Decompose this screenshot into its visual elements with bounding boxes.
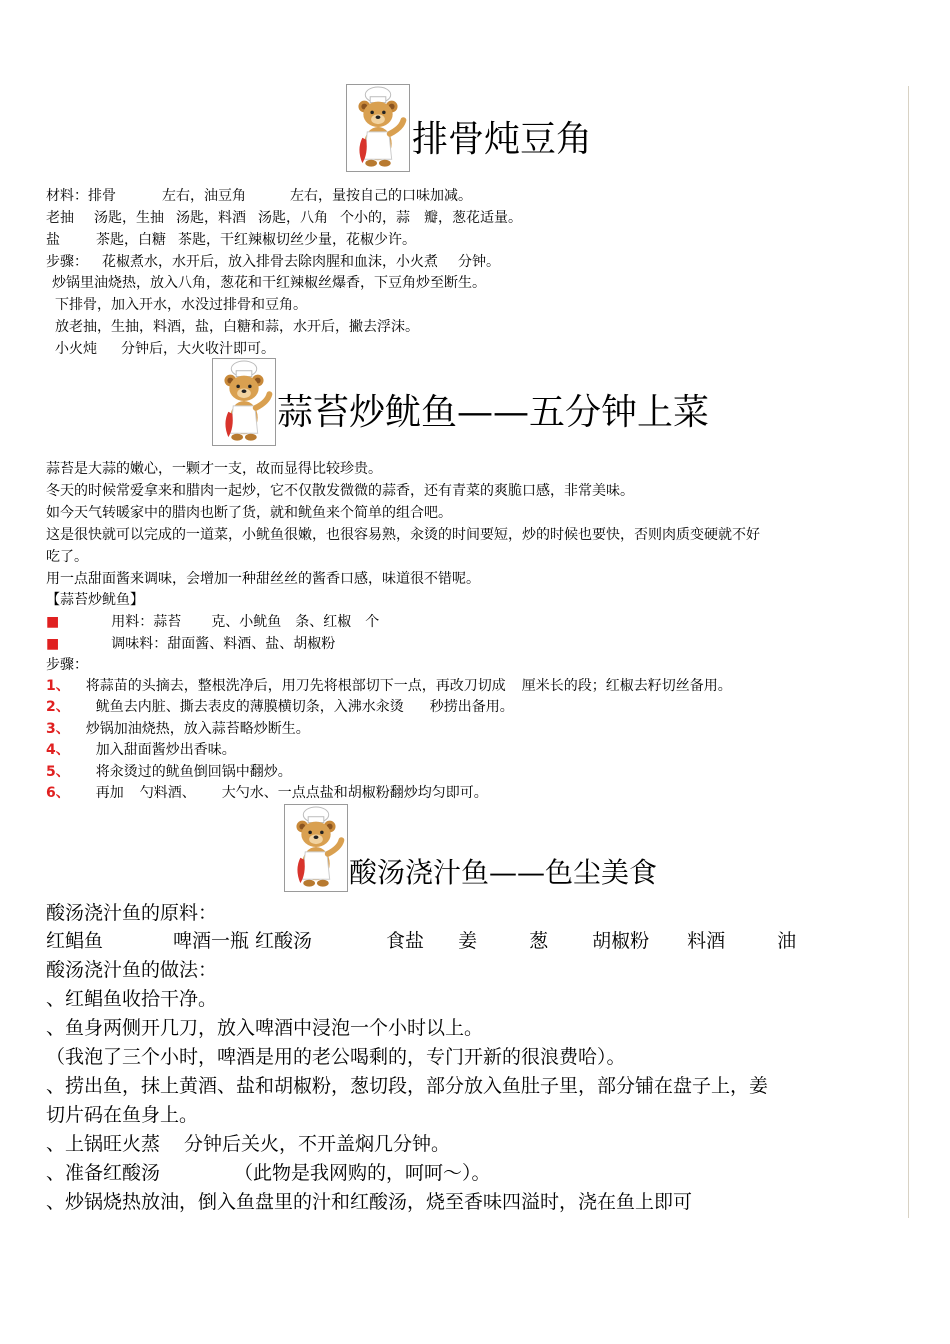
section2-intro-line: 如今天气转暖家中的腊肉也断了货，就和鱿鱼来个简单的组合吧。	[46, 505, 452, 521]
section3-ingredients-list: 红鲳鱼 啤酒一瓶 红酸汤 食盐 姜 葱 胡椒粉 料酒 油	[46, 930, 797, 952]
section1-line: 炒锅里油烧热，放入八角，葱花和干红辣椒丝爆香，下豆角炒至断生。	[52, 275, 486, 291]
step-number: 2、	[46, 699, 70, 715]
page-margin-rule	[908, 86, 909, 1218]
section1-line: 放老抽，生抽，料酒，盐，白糖和蒜，水开后，撇去浮沫。	[55, 319, 419, 335]
section1-line: 材料：排骨 左右，油豆角 左右，量按自己的口味加减。	[46, 188, 472, 204]
section1-line: 步骤： 花椒煮水，水开后，放入排骨去除肉腥和血沫，小火煮 分钟。	[46, 254, 500, 270]
section2-intro-line: 用一点甜面酱来调味，会增加一种甜丝丝的酱香口感，味道很不错呢。	[46, 571, 480, 587]
seasoning-line: ■ 调味料：甜面酱、料酒、盐、胡椒粉	[46, 636, 336, 652]
section3-ingredients-label: 酸汤浇汁鱼的原料：	[46, 902, 218, 924]
step-item: 1、 将蒜苗的头摘去，整根洗净后，用刀先将根部切下一点，再改刀切成 厘米长的段；红椒去籽切丝备用。	[46, 678, 732, 694]
section3-step: 、准备红酸汤 （此物是我网购的，呵呵～）。	[46, 1162, 491, 1184]
section3-method-label: 酸汤浇汁鱼的做法：	[46, 959, 218, 981]
section2-intro-line: 蒜苔是大蒜的嫩心，一颗才一支，故而显得比较珍贵。	[46, 461, 382, 477]
step-number: 6、	[46, 785, 70, 801]
step-item: 5、 将汆烫过的鱿鱼倒回锅中翻炒。	[46, 764, 292, 780]
section2-intro-line: 冬天的时候常爱拿来和腊肉一起炒，它不仅散发微微的蒜香，还有青菜的爽脆口感，非常美味。	[46, 483, 634, 499]
step-number: 3、	[46, 721, 70, 737]
recipe-label: 【蒜苔炒鱿鱼】	[46, 592, 144, 608]
section3-step: （我泡了三个小时，啤酒是用的老公喝剩的，专门开新的很浪费哈）。	[46, 1046, 626, 1068]
section3-step: 、上锅旺火蒸 分钟后关火，不开盖焖几分钟。	[46, 1133, 451, 1155]
bullet-icon: ■	[46, 636, 60, 652]
chef-bear-icon	[284, 804, 348, 892]
chef-bear-icon	[212, 358, 276, 446]
step-number: 5、	[46, 764, 70, 780]
bullet-icon: ■	[46, 614, 60, 630]
step-item: 4、 加入甜面酱炒出香味。	[46, 742, 236, 758]
section1-line: 下排骨，加入开水，水没过排骨和豆角。	[55, 297, 307, 313]
section2-intro-line: 吃了。	[46, 549, 88, 565]
step-number: 4、	[46, 742, 70, 758]
section1-title: 排骨炖豆角	[412, 119, 593, 160]
step-number: 1、	[46, 678, 70, 694]
section2-intro-line: 这是很快就可以完成的一道菜，小鱿鱼很嫩，也很容易熟，汆烫的时间要短，炒的时候也要快，否则肉质变硬就不好	[46, 527, 760, 543]
step-item: 6、 再加 勺料酒、 大勺水、一点点盐和胡椒粉翻炒均匀即可。	[46, 785, 488, 801]
section3-step: 切片码在鱼身上。	[46, 1104, 199, 1126]
section3-step: 、鱼身两侧开几刀，放入啤酒中浸泡一个小时以上。	[46, 1017, 484, 1039]
step-item: 2、 鱿鱼去内脏、撕去表皮的薄膜横切条，入沸水汆烫 秒捞出备用。	[46, 699, 514, 715]
steps-label: 步骤：	[46, 657, 88, 673]
section1-line: 老抽 汤匙，生抽 汤匙，料酒 汤匙，八角 个小的，蒜 瓣，葱花适量。	[46, 210, 522, 226]
ingredients-line: ■ 用料：蒜苔 克、小鱿鱼 条、红椒 个	[46, 614, 380, 630]
section3-step: 、炒锅烧热放油，倒入鱼盘里的汁和红酸汤，烧至香味四溢时，浇在鱼上即可	[46, 1191, 693, 1213]
section1-line: 小火炖 分钟后，大火收汁即可。	[55, 341, 275, 357]
section1-line: 盐 茶匙，白糖 茶匙，干红辣椒切丝少量，花椒少许。	[46, 232, 416, 248]
section3-step: 、捞出鱼，抹上黄酒、盐和胡椒粉，葱切段，部分放入鱼肚子里，部分铺在盘子上，姜	[46, 1075, 769, 1097]
section3-title: 酸汤浇汁鱼——色尘美食	[349, 856, 658, 889]
section2-title: 蒜苔炒鱿鱼——五分钟上菜	[277, 392, 710, 433]
section3-step: 、红鲳鱼收拾干净。	[46, 988, 218, 1010]
step-item: 3、 炒锅加油烧热，放入蒜苔略炒断生。	[46, 721, 310, 737]
chef-bear-icon	[346, 84, 410, 172]
